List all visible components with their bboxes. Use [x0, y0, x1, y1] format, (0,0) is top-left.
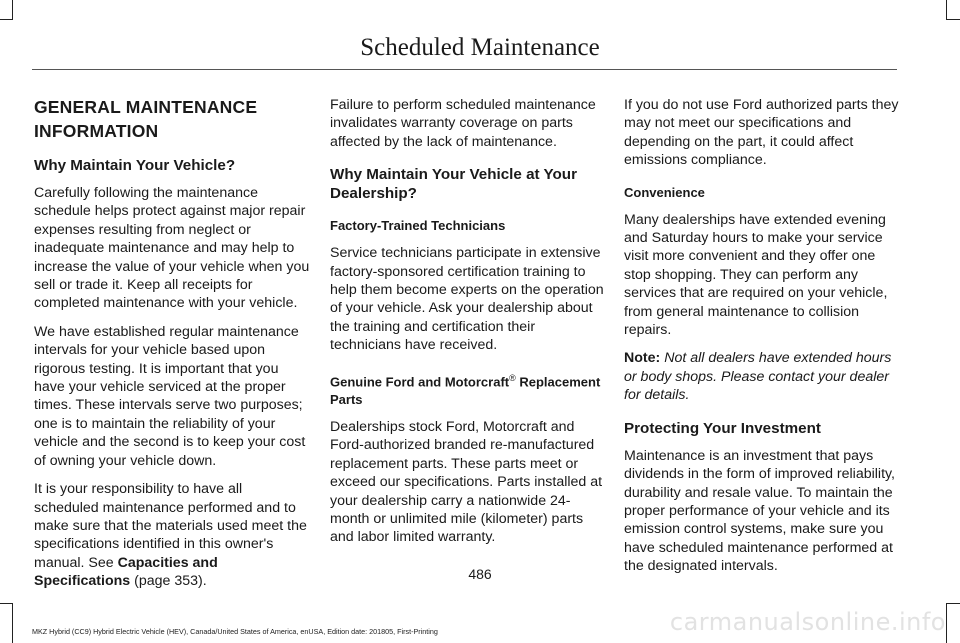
- crop-mark-bottom-right: [946, 603, 947, 643]
- subheading-convenience: Convenience: [624, 184, 705, 200]
- section-heading: [34, 96, 310, 118]
- subheading-parts-suffix: Replacement Parts: [330, 373, 601, 407]
- page-reference: (page 353).: [130, 573, 207, 590]
- paragraph: Carefully following the maintenance schedule helps protect against major repair expenses resulting from neglect or inadequate maintenance and may help to increase the value of your vehicle when you sell or trade it. Keep all receipts for completed maintenance with your vehicle.: [34, 185, 310, 312]
- section-heading-line1: GENERAL MAINTENANCE: [34, 97, 258, 117]
- registered-mark: ®: [509, 372, 516, 383]
- column-middle: [330, 96, 606, 557]
- page-number: 486: [468, 566, 492, 582]
- crop-mark-top-left: [12, 0, 13, 20]
- paragraph: Failure to perform scheduled maintenance invalidates warranty coverage on parts affected by the lack of maintenance.: [330, 97, 596, 150]
- header-divider: [32, 69, 897, 70]
- crop-mark-bottom-left: [12, 603, 13, 643]
- crop-mark-top-right: [946, 0, 947, 20]
- paragraph: We have established regular maintenance intervals for your vehicle based upon rigorous testing. It is important that you have your vehicle serviced at the proper times. These intervals serve two purposes; one is to maintain the reliability of your vehicle and the second is to keep your cost of owning your vehicle down.: [34, 323, 306, 469]
- crop-mark-top-right-h: [946, 19, 960, 20]
- page-title: Scheduled Maintenance: [360, 34, 600, 61]
- crop-mark-top-left-h: [0, 19, 13, 20]
- column-left: [34, 96, 310, 601]
- note-body: Not all dealers have extended hours or body shops. Please contact your dealer for details.: [624, 350, 892, 404]
- watermark: carmanualsonline.info: [669, 608, 946, 636]
- cross-reference-link[interactable]: Capacities and Specifications: [34, 554, 218, 590]
- crop-mark-bottom-right-h: [946, 603, 960, 604]
- crop-mark-bottom-left-h: [0, 603, 13, 604]
- paragraph: Many dealerships have extended evening and Saturday hours to make your service visit more convenient and they offer one stop shopping. They can perform any services that are required on your vehicle, from general maintenance to collision repairs.: [624, 211, 888, 339]
- note: [624, 349, 900, 404]
- subheading-technicians: Factory-Trained Technicians: [330, 218, 506, 234]
- subheading-investment: Protecting Your Investment: [624, 419, 821, 437]
- note-label: Note:: [624, 350, 661, 367]
- column-right: [624, 96, 900, 586]
- section-heading-cont: [34, 120, 310, 142]
- subheading-parts-prefix: Genuine Ford and Motorcraft: [330, 373, 510, 389]
- paragraph: Dealerships stock Ford, Motorcraft and Ford-authorized branded re-manufactured replacement parts. These parts meet or exceed our specifications. Parts installed at your dealership carry a nationwide 24-month or unlimited mile (kilometer) parts and labor limited warranty.: [330, 418, 603, 546]
- subheading-parts: [330, 369, 606, 409]
- edition-footer: MKZ Hybrid (CC9) Hybrid Electric Vehicle (HEV), Canada/United States of America, enUSA, Edition date: 201805, First-Printing: [32, 627, 438, 636]
- paragraph: Maintenance is an investment that pays dividends in the form of improved reliability, durability and resale value. To maintain the proper performance of your vehicle and its emission control systems, make sure you have scheduled maintenance performed at the designated intervals.: [624, 447, 895, 575]
- subheading-dealership: Why Maintain Your Vehicle at Your Dealership?: [330, 166, 577, 203]
- subheading-why-maintain: Why Maintain Your Vehicle?: [34, 157, 236, 174]
- paragraph: Service technicians participate in extensive factory-sponsored certification training to help them become experts on the operation of your vehicle. Ask your dealership about the training and certification their technicians have received.: [330, 245, 604, 354]
- paragraph-text: It is your responsibility to have all scheduled maintenance performed and to make sure that the materials used meet the specifications identified in this owner's manual. See: [34, 481, 307, 571]
- paragraph: If you do not use Ford authorized parts they may not meet our specifications and depending on the part, it could affect emissions compliance.: [624, 97, 899, 169]
- section-heading-line2: INFORMATION: [34, 121, 159, 141]
